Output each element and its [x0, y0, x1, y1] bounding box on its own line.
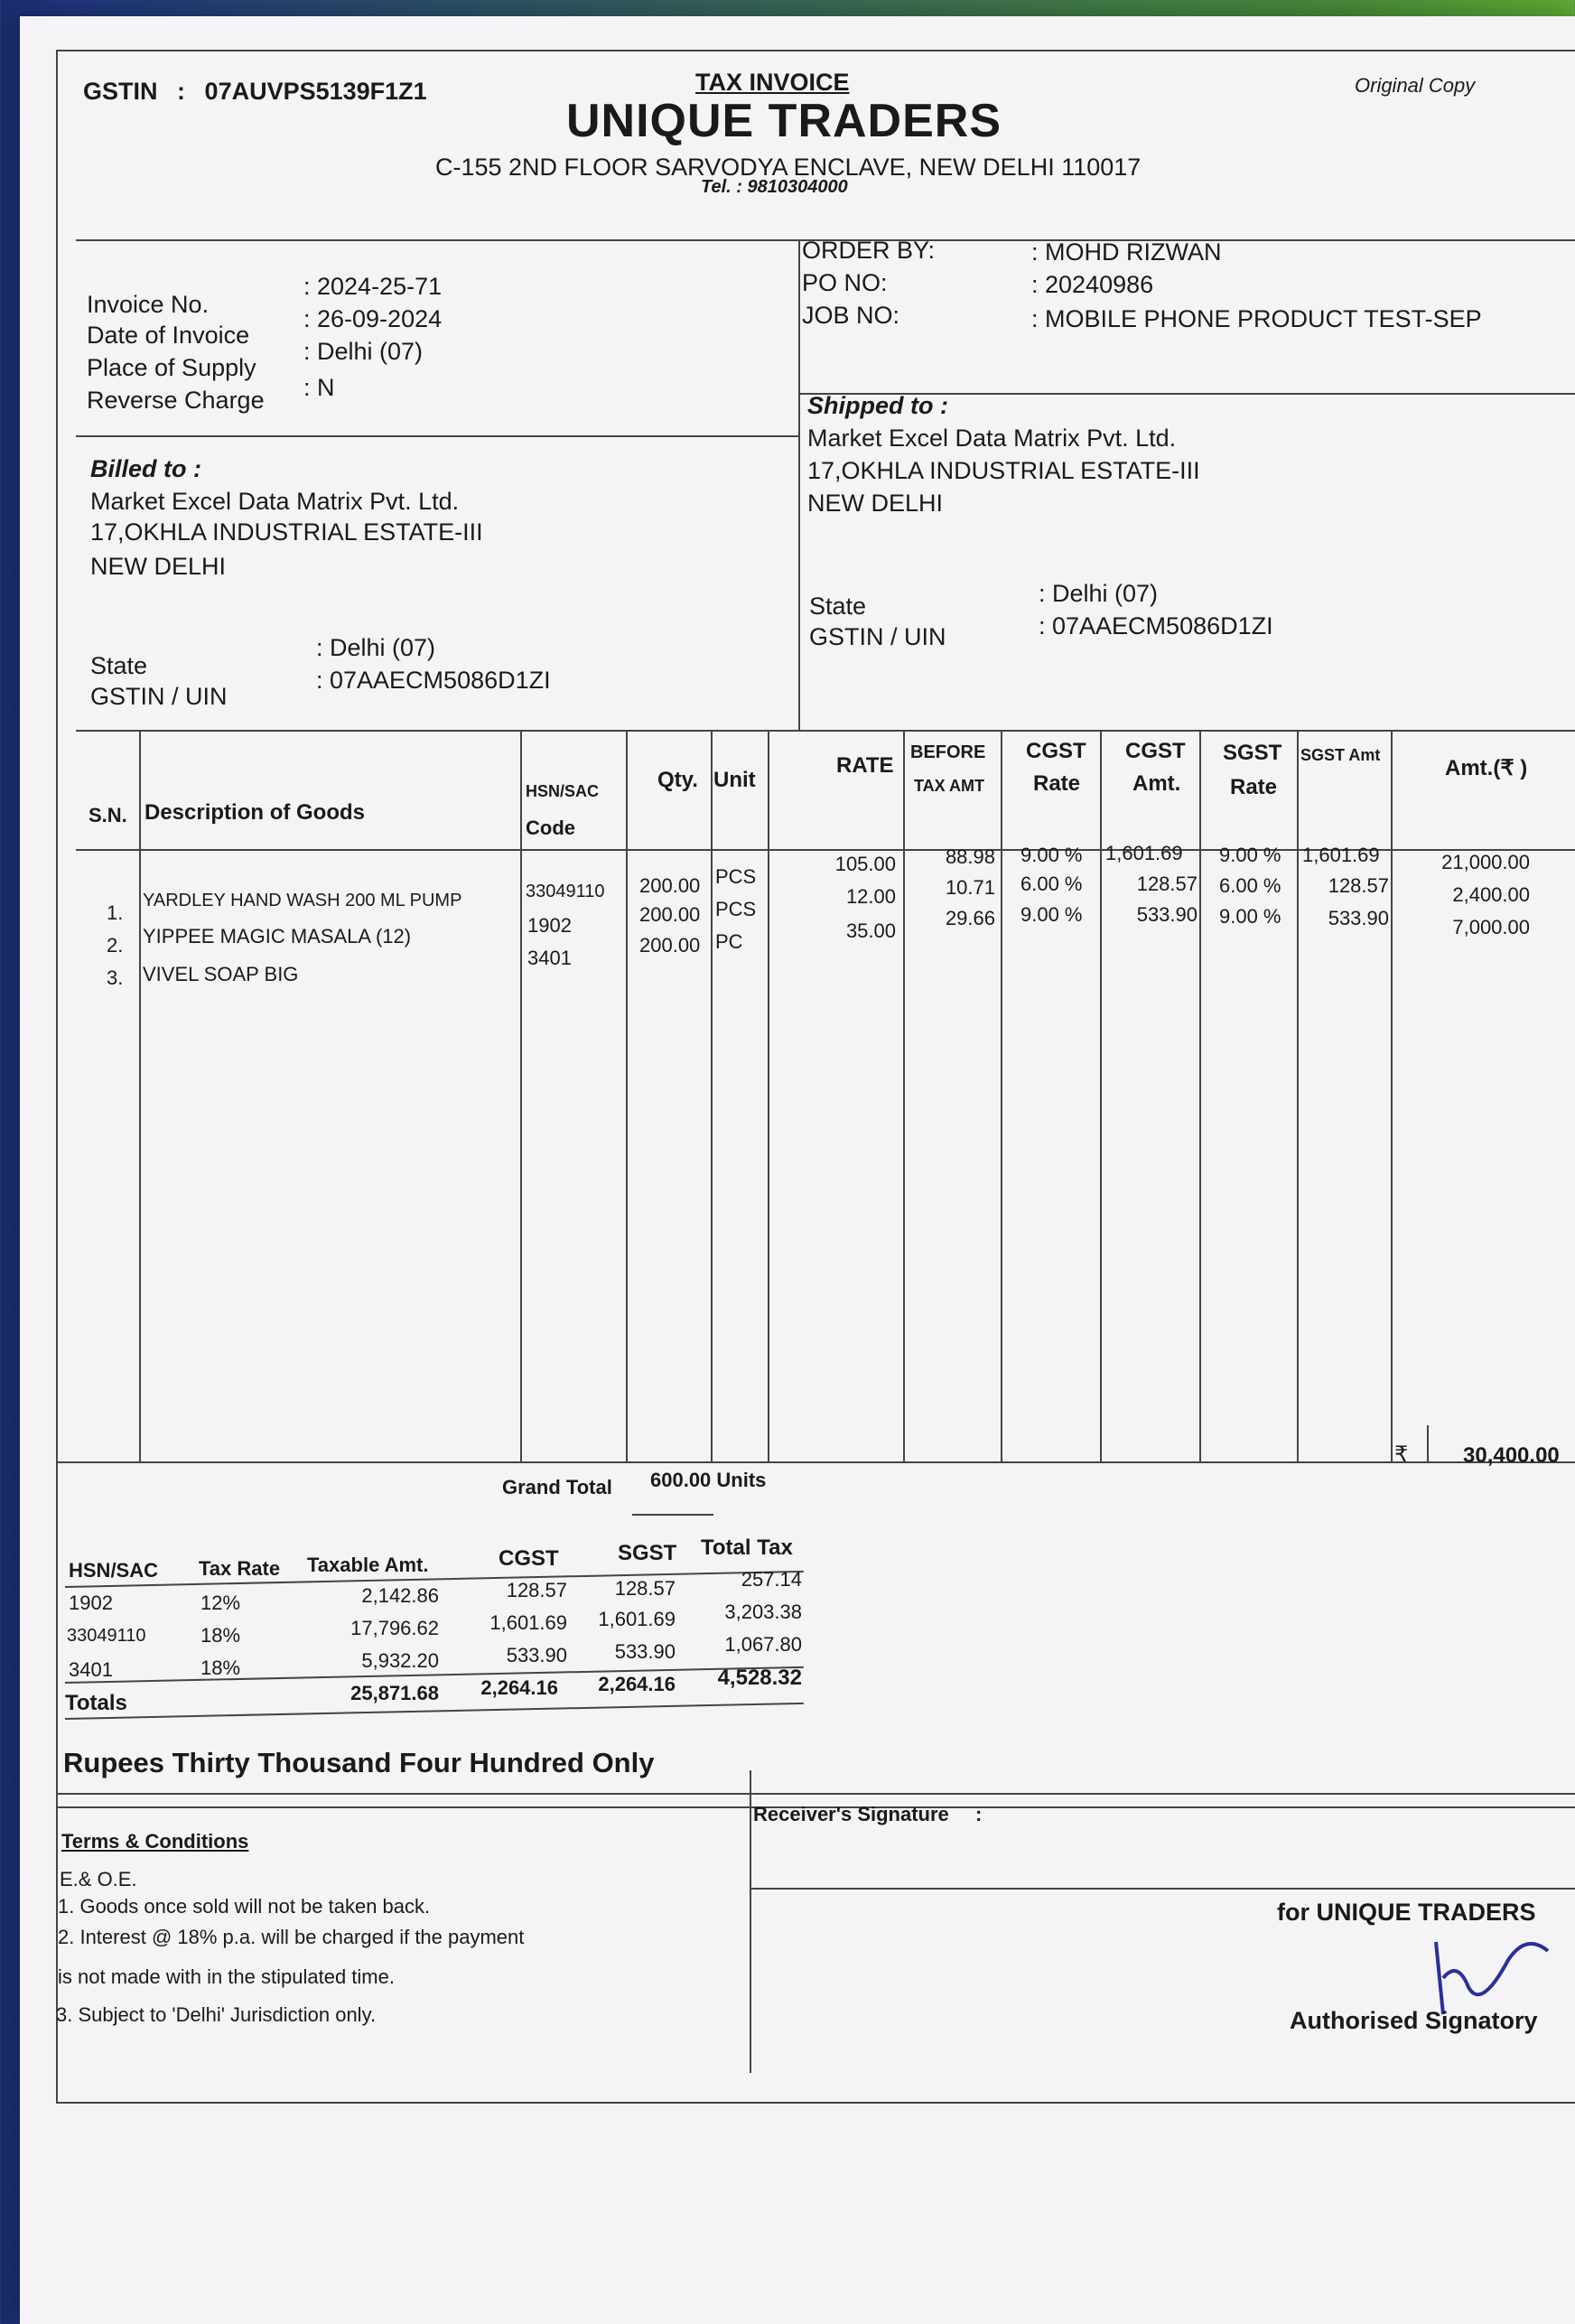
shipped-gstin-value: : 07AAECM5086D1ZI: [1039, 612, 1273, 639]
tax-cell: 5,932.20: [361, 1649, 439, 1672]
invoice-no-value: : 2024-25-71: [303, 273, 443, 300]
col-hsn-bottom: Code: [526, 817, 575, 839]
table-column-rule: [1391, 730, 1393, 1461]
billed-to-line: Market Excel Data Matrix Pvt. Ltd.: [90, 488, 460, 515]
col-unit: Unit: [713, 768, 756, 792]
divider: [750, 1770, 751, 2073]
col-cgst-rate-top: CGST: [1026, 739, 1086, 763]
authorised-signatory: Authorised Signatory: [1290, 2007, 1538, 2034]
cell-sgst-amt: 1,601.69: [1302, 844, 1380, 866]
tax-cell: 1,067.80: [724, 1633, 802, 1656]
tax-total-cell: 4,528.32: [717, 1666, 802, 1690]
tax-cell: 3,203.38: [724, 1601, 802, 1623]
cell-sn: 3.: [107, 966, 124, 989]
terms-line: E.& O.E.: [60, 1868, 137, 1890]
receiver-signature-label: Receiver's Signature: [753, 1803, 949, 1825]
table-column-rule: [1001, 730, 1002, 1461]
table-column-rule: [1427, 1425, 1429, 1461]
tax-cell: 1902: [69, 1591, 113, 1614]
terms-line: 2. Interest @ 18% p.a. will be charged if the payment: [58, 1926, 525, 1948]
table-column-rule: [1100, 730, 1102, 1461]
cell-qty: 200.00: [639, 934, 701, 957]
col-cgst-amt-top: CGST: [1125, 739, 1186, 763]
cell-hsn: 33049110: [526, 882, 605, 901]
col-sgst-rate-top: SGST: [1223, 741, 1282, 765]
terms-line: is not made with in the stipulated time.: [58, 1965, 395, 1988]
tax-col-cgst: CGST: [499, 1546, 559, 1571]
tax-cell: 128.57: [506, 1579, 567, 1601]
divider: [56, 1793, 1575, 1795]
grand-total-label: Grand Total: [502, 1476, 612, 1498]
col-sn: S.N.: [89, 804, 127, 826]
cell-qty: 200.00: [639, 874, 701, 897]
shipped-to-line: NEW DELHI: [807, 490, 944, 517]
col-hsn-top: HSN/SAC: [526, 782, 600, 800]
table-column-rule: [903, 730, 905, 1461]
cell-sn: 2.: [107, 934, 124, 957]
company-tel: Tel. : 9810304000: [701, 177, 848, 197]
col-qty: Qty.: [657, 768, 698, 792]
billed-to-line: NEW DELHI: [90, 553, 227, 580]
divider: [750, 1888, 1575, 1890]
col-sgst-rate-bottom: Rate: [1230, 775, 1278, 799]
cell-unit: PCS: [715, 898, 757, 920]
cell-sgst-rate: 6.00 %: [1219, 874, 1281, 897]
order-by-value: : MOHD RIZWAN: [1031, 238, 1222, 266]
for-company: for UNIQUE TRADERS: [1277, 1899, 1536, 1926]
invoice-no-label: Invoice No.: [87, 291, 210, 318]
terms-line: 1. Goods once sold will not be taken back.: [58, 1895, 431, 1918]
company-name: UNIQUE TRADERS: [566, 95, 1002, 147]
grand-total-units: 600.00 Units: [650, 1469, 767, 1491]
terms-line: 3. Subject to 'Delhi' Jurisdiction only.: [56, 2003, 377, 2026]
cell-description: YIPPEE MAGIC MASALA (12): [143, 925, 412, 947]
cell-sgst-rate: 9.00 %: [1219, 905, 1281, 928]
tax-total-cell: 2,264.16: [480, 1676, 558, 1699]
order-by-label: ORDER BY:: [802, 237, 936, 264]
reverse-charge-value: : N: [303, 374, 335, 401]
tax-cell: 18%: [200, 1657, 241, 1679]
tax-cell: 533.90: [506, 1644, 567, 1666]
invoice-frame: [56, 50, 1575, 2104]
table-column-rule: [711, 730, 713, 1461]
cell-sgst-amt: 128.57: [1328, 874, 1389, 897]
tax-cell: 2,142.86: [361, 1584, 439, 1607]
divider: [798, 239, 800, 730]
divider: [58, 1461, 1575, 1463]
terms-heading: Terms & Conditions: [61, 1830, 249, 1853]
cell-cgst-amt: 533.90: [1136, 903, 1198, 926]
tax-cell: 3401: [69, 1658, 113, 1681]
tax-col-total: Total Tax: [701, 1535, 793, 1560]
tax-cell: 1,601.69: [598, 1608, 676, 1630]
cell-before-tax: 10.71: [945, 876, 995, 899]
divider: [76, 730, 1575, 732]
table-column-rule: [768, 730, 769, 1461]
divider: [632, 1514, 713, 1516]
tax-cell: 12%: [200, 1591, 241, 1614]
receiver-signature-sep: :: [975, 1803, 983, 1825]
cell-unit: PC: [715, 930, 743, 953]
cell-amount: 2,400.00: [1452, 883, 1530, 906]
col-cgst-amt-bottom: Amt.: [1132, 771, 1181, 796]
cell-description: VIVEL SOAP BIG: [143, 963, 299, 985]
col-description: Description of Goods: [144, 800, 366, 825]
cell-cgst-rate: 6.00 %: [1020, 873, 1083, 895]
cell-sn: 1.: [107, 901, 124, 924]
tax-cell: 257.14: [741, 1568, 802, 1591]
billed-gstin-label: GSTIN / UIN: [90, 683, 228, 710]
cell-amount: 7,000.00: [1452, 916, 1530, 938]
invoice-date-label: Date of Invoice: [87, 322, 250, 349]
tax-col-hsn: HSN/SAC: [69, 1559, 159, 1582]
tax-cell: 33049110: [67, 1626, 146, 1646]
col-before-top: BEFORE: [910, 742, 986, 762]
place-of-supply-value: : Delhi (07): [303, 338, 424, 365]
col-before-bottom: TAX AMT: [914, 777, 984, 795]
billed-state-value: : Delhi (07): [316, 634, 436, 661]
doc-title: TAX INVOICE: [695, 69, 850, 96]
job-no-label: JOB NO:: [802, 302, 900, 329]
shipped-gstin-label: GSTIN / UIN: [809, 623, 946, 650]
cell-qty: 200.00: [639, 903, 701, 926]
cell-hsn: 3401: [527, 947, 572, 969]
tax-col-rate: Tax Rate: [199, 1557, 281, 1580]
tax-col-sgst: SGST: [618, 1541, 677, 1565]
cell-description: YARDLEY HAND WASH 200 ML PUMP: [143, 891, 462, 910]
invoice-date-value: : 26-09-2024: [303, 305, 443, 332]
tax-totals-label: Totals: [65, 1691, 127, 1715]
billed-state-label: State: [90, 652, 148, 679]
billed-to-heading: Billed to :: [90, 455, 201, 482]
rupee-icon: ₹: [1394, 1442, 1409, 1467]
cell-rate: 105.00: [834, 853, 896, 875]
po-no-label: PO NO:: [802, 269, 888, 296]
billed-to-line: 17,OKHLA INDUSTRIAL ESTATE-III: [90, 518, 483, 546]
billed-gstin-value: : 07AAECM5086D1ZI: [316, 667, 551, 694]
shipped-state-label: State: [809, 593, 867, 620]
cell-cgst-rate: 9.00 %: [1020, 844, 1083, 866]
divider: [56, 1806, 750, 1808]
col-cgst-rate-bottom: Rate: [1033, 771, 1081, 796]
shipped-to-heading: Shipped to :: [807, 392, 948, 419]
po-no-value: : 20240986: [1031, 271, 1154, 298]
seller-gstin-label: GSTIN: [83, 78, 158, 105]
tax-total-cell: 2,264.16: [598, 1673, 676, 1695]
reverse-charge-label: Reverse Charge: [87, 387, 265, 414]
tax-cell: 17,796.62: [350, 1617, 439, 1639]
copy-label: Original Copy: [1355, 74, 1476, 97]
cell-before-tax: 29.66: [945, 907, 995, 929]
tax-cell: 533.90: [614, 1640, 676, 1663]
cell-rate: 35.00: [845, 919, 896, 942]
cell-sgst-rate: 9.00 %: [1219, 844, 1281, 866]
cell-sgst-amt: 533.90: [1328, 907, 1389, 929]
tax-cell: 1,601.69: [489, 1611, 567, 1634]
cell-cgst-rate: 9.00 %: [1020, 903, 1083, 926]
cell-rate: 12.00: [845, 885, 896, 908]
tax-total-cell: 25,871.68: [350, 1682, 439, 1704]
divider: [76, 435, 798, 437]
place-of-supply-label: Place of Supply: [87, 354, 256, 381]
seller-gstin-sep: :: [177, 78, 186, 105]
seller-gstin-value: 07AUVPS5139F1Z1: [204, 78, 427, 105]
cell-cgst-amt: 128.57: [1136, 873, 1198, 895]
tax-cell: 18%: [200, 1624, 241, 1647]
table-column-rule: [139, 730, 141, 1461]
total-amount: 30,400.00: [1463, 1443, 1560, 1468]
company-address: C-155 2ND FLOOR SARVODYA ENCLAVE, NEW DELHI 110017: [435, 154, 1142, 181]
cell-hsn: 1902: [527, 914, 572, 937]
cell-cgst-amt: 1,601.69: [1105, 842, 1183, 864]
table-column-rule: [1199, 730, 1201, 1461]
amount-in-words: Rupees Thirty Thousand Four Hundred Only: [63, 1747, 655, 1778]
cell-unit: PCS: [715, 865, 757, 888]
col-rate: RATE: [836, 753, 894, 778]
shipped-to-line: 17,OKHLA INDUSTRIAL ESTATE-III: [807, 457, 1200, 484]
col-amount: Amt.(₹ ): [1445, 756, 1528, 780]
table-column-rule: [626, 730, 628, 1461]
job-no-value: : MOBILE PHONE PRODUCT TEST-SEP: [1031, 305, 1482, 332]
tax-cell: 128.57: [614, 1577, 676, 1600]
tax-col-taxable: Taxable Amt.: [307, 1554, 429, 1576]
shipped-to-line: Market Excel Data Matrix Pvt. Ltd.: [807, 425, 1177, 452]
col-sgst-amt: SGST Amt: [1300, 746, 1381, 764]
cell-before-tax: 88.98: [945, 845, 995, 868]
cell-amount: 21,000.00: [1441, 851, 1530, 873]
table-column-rule: [1297, 730, 1299, 1461]
shipped-state-value: : Delhi (07): [1039, 580, 1159, 607]
table-column-rule: [520, 730, 522, 1461]
